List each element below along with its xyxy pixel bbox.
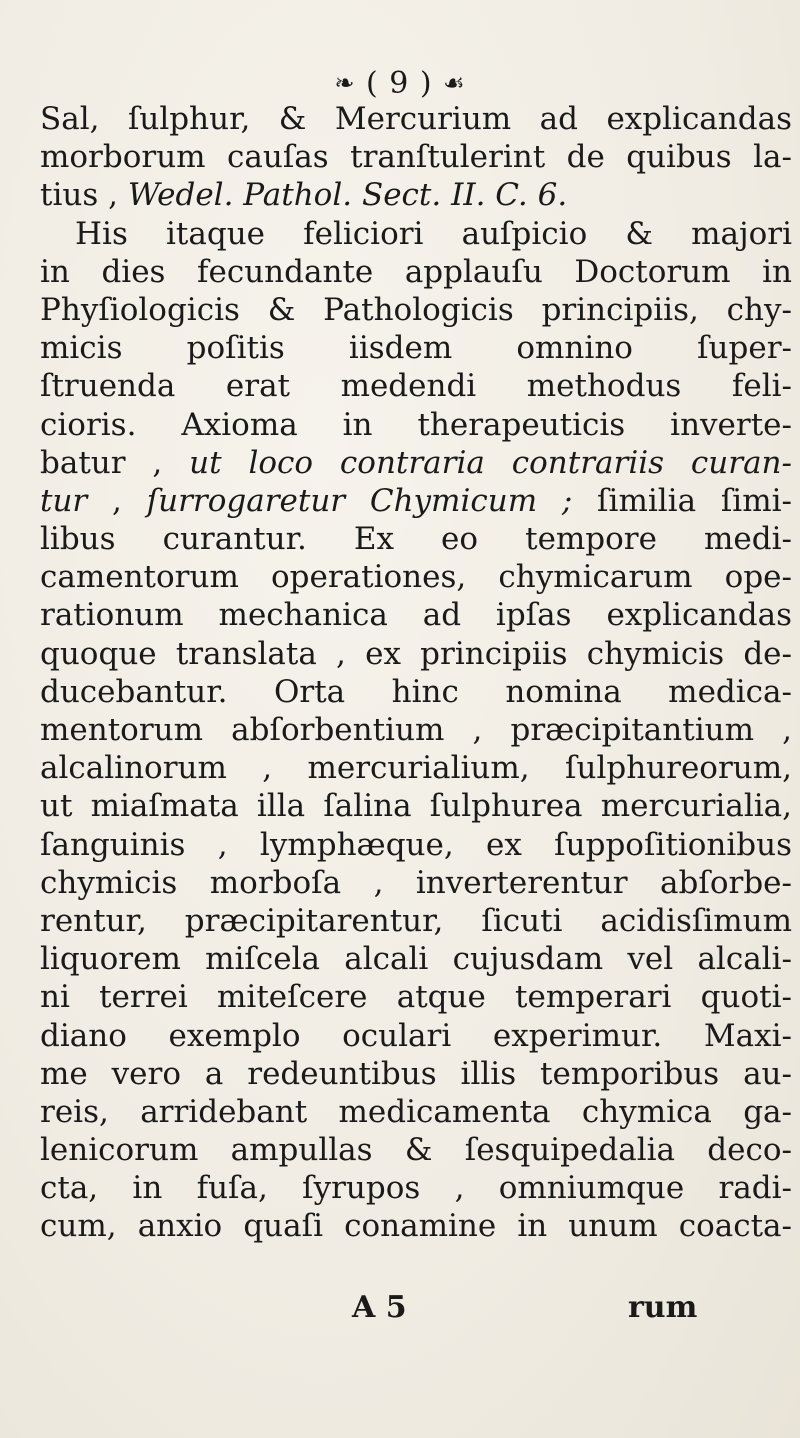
- text-segment: reis, arridebant medicamenta chymica ga-: [40, 1093, 792, 1130]
- ornament-right-icon: ☙: [443, 69, 466, 97]
- text-line: [40, 635, 792, 673]
- text-segment: micis poſitis iisdem omnino ſuper-: [40, 330, 792, 367]
- text-segment: diano exemplo oculari experimur. Maxi-: [40, 1017, 792, 1054]
- italic-segment: ſurrogaretur Chymicum ;: [146, 482, 573, 519]
- text-segment: cta, in fuſa, ſyrupos , omniumque radi-: [40, 1170, 792, 1207]
- text-line: [40, 520, 792, 558]
- page-header: [0, 64, 800, 105]
- text-line: [40, 787, 792, 825]
- catchword: rum: [628, 1290, 698, 1325]
- text-segment: camentorum operationes, chymicarum ope-: [40, 559, 792, 596]
- text-line: [40, 1093, 792, 1131]
- text-line: [40, 1055, 792, 1093]
- text-line: [40, 215, 792, 253]
- text-segment: me vero a redeuntibus illis temporibus au-: [40, 1055, 792, 1092]
- text-segment: ducebantur. Orta hinc nomina medica-: [40, 673, 792, 710]
- text-segment: Phyſiologicis & Pathologicis principiis, chy-: [40, 291, 792, 328]
- text-segment: batur ,: [40, 444, 190, 481]
- text-line: [40, 673, 792, 711]
- text-segment: alcalinorum , mercurialium, ſulphureorum,: [40, 750, 792, 787]
- text-line: [40, 978, 792, 1016]
- text-segment: in dies fecundante applauſu Doctorum in: [40, 253, 792, 290]
- ornament-left-icon: ❧: [334, 69, 356, 97]
- text-segment: ,: [87, 482, 147, 519]
- text-line: [40, 253, 792, 291]
- italic-segment: Wedel. Pathol. Sect. II. C. 6.: [127, 177, 568, 214]
- text-line: [40, 711, 792, 749]
- text-line: [40, 864, 792, 902]
- text-line: [40, 902, 792, 940]
- text-line: [40, 176, 792, 214]
- text-segment: rentur, præcipitarentur, ſicuti acidisſimum: [40, 902, 792, 939]
- text-segment: morborum cauſas tranſtulerint de quibus la-: [40, 139, 792, 176]
- text-line: [40, 1169, 792, 1207]
- text-segment: mentorum abſorbentium , præcipitantium ,: [40, 712, 792, 748]
- text-segment: tius ,: [40, 177, 128, 214]
- text-segment: His itaque feliciori auſpicio & majori: [75, 215, 792, 252]
- text-line: [40, 940, 792, 978]
- text-line: [40, 558, 792, 596]
- text-segment: liquorem miſcela alcali cujusdam vel alcali-: [40, 941, 792, 978]
- body-text: [40, 100, 792, 1246]
- text-segment: ſimilia ſimi-: [572, 482, 792, 519]
- text-line: [40, 1131, 792, 1169]
- text-line: [40, 100, 792, 138]
- text-segment: ni terrei miteſcere atque temperari quoti-: [40, 979, 792, 1016]
- text-segment: rationum mechanica ad ipſas explicandas: [40, 597, 792, 634]
- text-line: [40, 367, 792, 405]
- text-line: [40, 596, 792, 634]
- text-line: [40, 482, 792, 520]
- text-segment: cioris. Axioma in therapeuticis inverte-: [40, 406, 792, 443]
- text-segment: chymicis morboſa , inverterentur abſorbe-: [40, 864, 792, 901]
- text-segment: ut miaſmata illa ſalina ſulphurea mercurialia,: [40, 788, 792, 825]
- text-line: [40, 1207, 792, 1245]
- text-line: [40, 444, 792, 482]
- text-line: [40, 291, 792, 329]
- text-segment: lenicorum ampullas & ſesquipedalia deco-: [40, 1132, 792, 1169]
- text-line: [40, 1017, 792, 1055]
- text-segment: ſtruenda erat medendi methodus feli-: [40, 368, 792, 405]
- text-line: [40, 826, 792, 864]
- text-line: [40, 406, 792, 444]
- signature-mark: A 5: [352, 1290, 407, 1325]
- text-segment: cum, anxio quaſi conamine in unum coacta-: [40, 1208, 792, 1245]
- text-segment: quoque translata , ex principiis chymicis de-: [40, 635, 792, 672]
- italic-segment: ut loco contraria contrariis curan-: [189, 444, 792, 481]
- text-segment: ſanguinis , lymphæque, ex ſuppoſitionibus: [40, 826, 792, 863]
- text-line: [40, 138, 792, 176]
- text-segment: Sal, ſulphur, & Mercurium ad explicandas: [40, 101, 792, 137]
- text-line: [40, 329, 792, 367]
- page-number: ( 9 ): [366, 66, 433, 101]
- text-line: [40, 749, 792, 787]
- italic-segment: tur: [40, 482, 88, 519]
- text-segment: libus curantur. Ex eo tempore medi-: [40, 521, 792, 558]
